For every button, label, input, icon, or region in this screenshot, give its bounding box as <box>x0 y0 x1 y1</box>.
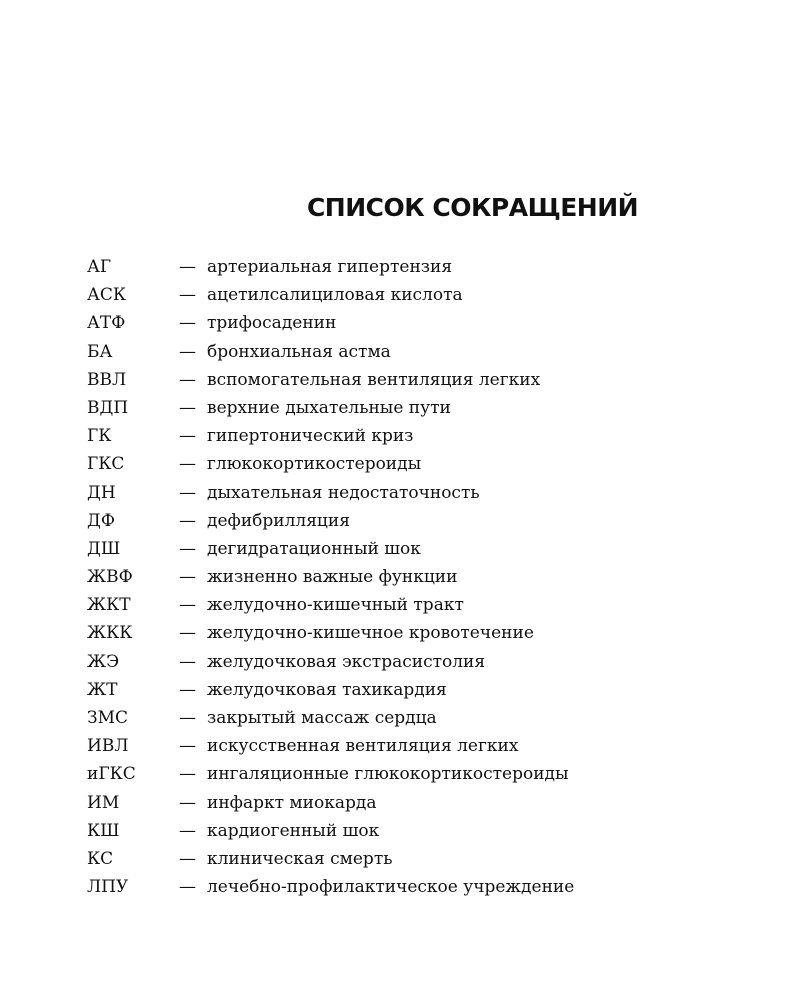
dash-separator: — <box>179 623 196 644</box>
abbreviation-term: ДФ <box>87 510 115 531</box>
dash-separator: — <box>179 792 196 813</box>
abbreviation-row <box>87 422 767 450</box>
dash-separator: — <box>179 369 196 390</box>
dash-separator: — <box>179 341 196 362</box>
page-title: СПИСОК СОКРАЩЕНИЙ <box>306 193 639 222</box>
abbreviation-definition: желудочно-кишечный тракт <box>207 595 464 616</box>
dash-separator: — <box>179 820 196 841</box>
dash-separator: — <box>179 257 196 277</box>
abbreviation-definition: бронхиальная астма <box>207 341 391 362</box>
abbreviation-row <box>87 676 767 704</box>
abbreviation-term: ИМ <box>87 792 120 813</box>
dash-separator: — <box>179 877 196 898</box>
abbreviation-definition: вспомогательная вентиляция легких <box>207 369 541 390</box>
abbreviation-term: ЖКТ <box>87 595 131 616</box>
abbreviation-term: ГК <box>87 426 112 447</box>
abbreviation-definition: искусственная вентиляция легких <box>207 736 519 757</box>
abbreviation-definition: дыхательная недостаточность <box>207 482 480 503</box>
abbreviation-row <box>87 732 767 760</box>
abbreviation-definition: верхние дыхательные пути <box>207 397 451 418</box>
abbreviation-definition: дефибрилляция <box>207 510 350 531</box>
abbreviation-row <box>87 591 767 619</box>
abbreviation-row <box>87 479 767 507</box>
dash-separator: — <box>179 285 196 306</box>
abbreviation-term: ИВЛ <box>87 736 129 757</box>
dash-separator: — <box>179 510 196 531</box>
abbreviation-definition: лечебно-профилактическое учреждение <box>207 877 575 898</box>
abbreviation-term: АТФ <box>87 313 126 334</box>
abbreviation-row <box>87 338 767 366</box>
dash-separator: — <box>179 764 196 785</box>
abbreviation-definition: закрытый массаж сердца <box>207 708 437 728</box>
abbreviation-definition: трифосаденин <box>207 313 337 334</box>
dash-separator: — <box>179 313 196 334</box>
dash-separator: — <box>179 708 196 728</box>
abbreviation-row <box>87 619 767 647</box>
abbreviation-row <box>87 394 767 422</box>
abbreviation-definition: желудочковая экстрасистолия <box>207 651 486 672</box>
abbreviation-term: АСК <box>87 285 127 306</box>
dash-separator: — <box>179 736 196 757</box>
abbreviation-row <box>87 789 767 817</box>
abbreviation-term: ЖТ <box>87 679 118 700</box>
abbreviation-definition: ацетилсалициловая кислота <box>207 285 463 306</box>
abbreviation-term: ЗМС <box>87 708 129 728</box>
abbreviation-row <box>87 507 767 535</box>
abbreviation-definition: ингаляционные глюкокортикостероиды <box>207 764 569 785</box>
abbreviation-term: ЖКК <box>87 623 133 644</box>
abbreviation-term: ЖЭ <box>87 651 120 672</box>
dash-separator: — <box>179 454 196 475</box>
abbreviation-row <box>87 817 767 845</box>
abbreviation-definition: желудочно-кишечное кровотечение <box>207 623 534 644</box>
abbreviation-term: АГ <box>87 257 112 277</box>
abbreviation-definition: артериальная гипертензия <box>207 257 453 277</box>
abbreviation-row <box>87 535 767 563</box>
abbreviation-definition: глюкокортикостероиды <box>207 454 422 475</box>
abbreviation-term: ВДП <box>87 397 129 418</box>
abbreviation-definition: дегидратационный шок <box>207 538 421 559</box>
abbreviation-row <box>87 704 767 732</box>
dash-separator: — <box>179 426 196 447</box>
abbreviation-row <box>87 253 767 281</box>
abbreviation-definition: жизненно важные функции <box>207 567 458 588</box>
abbreviation-term: ЖВФ <box>87 567 133 588</box>
dash-separator: — <box>179 595 196 616</box>
abbreviation-row <box>87 281 767 309</box>
dash-separator: — <box>179 679 196 700</box>
abbreviation-term: ВВЛ <box>87 369 127 390</box>
abbreviation-term: КС <box>87 848 114 869</box>
abbreviation-row <box>87 366 767 394</box>
abbreviation-list <box>87 253 767 901</box>
dash-separator: — <box>179 538 196 559</box>
abbreviation-definition: желудочковая тахикардия <box>207 679 447 700</box>
abbreviation-term: ЛПУ <box>87 877 129 898</box>
abbreviation-definition: инфаркт миокарда <box>207 792 377 813</box>
abbreviation-term: БА <box>87 341 113 362</box>
abbreviation-row <box>87 563 767 591</box>
dash-separator: — <box>179 567 196 588</box>
abbreviation-term: КШ <box>87 820 120 841</box>
dash-separator: — <box>179 397 196 418</box>
abbreviation-definition: клиническая смерть <box>207 848 393 869</box>
dash-separator: — <box>179 848 196 869</box>
abbreviation-definition: кардиогенный шок <box>207 820 380 841</box>
dash-separator: — <box>179 482 196 503</box>
dash-separator: — <box>179 651 196 672</box>
abbreviation-definition: гипертонический криз <box>207 426 414 447</box>
abbreviation-row <box>87 309 767 337</box>
abbreviation-row <box>87 450 767 478</box>
abbreviation-row <box>87 873 767 901</box>
abbreviation-term: иГКС <box>87 764 136 785</box>
abbreviation-term: ГКС <box>87 454 125 475</box>
abbreviation-row <box>87 760 767 788</box>
abbreviation-row <box>87 845 767 873</box>
abbreviation-term: ДШ <box>87 538 121 559</box>
abbreviation-term: ДН <box>87 482 116 503</box>
abbreviation-row <box>87 648 767 676</box>
